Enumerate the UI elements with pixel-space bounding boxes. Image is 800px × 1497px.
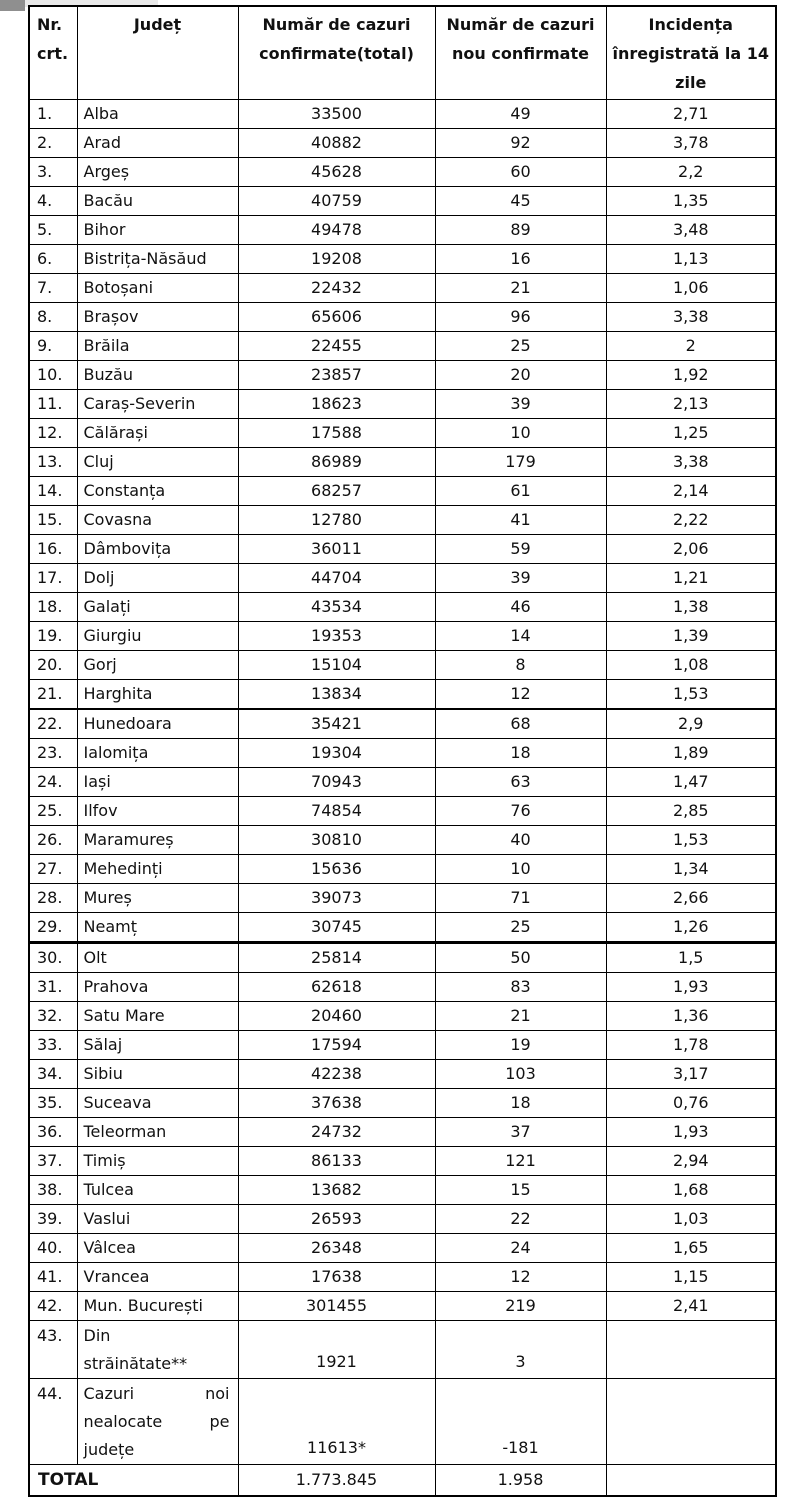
table-row xyxy=(29,1089,776,1118)
county-name-cell xyxy=(77,1379,238,1465)
row-number-cell: 41. xyxy=(29,1263,77,1292)
county-name-cell: Sibiu xyxy=(77,1060,238,1089)
incidence-cell: 1,26 xyxy=(606,913,776,943)
table-row xyxy=(29,1031,776,1060)
county-name-cell: Buzău xyxy=(77,361,238,390)
county-name-cell: Bistrița-Năsăud xyxy=(77,245,238,274)
row-number-cell: 43. xyxy=(29,1321,77,1379)
table-row xyxy=(29,651,776,680)
incidence-cell: 2,41 xyxy=(606,1292,776,1321)
new-cases-cell: 60 xyxy=(435,158,606,187)
header-cazuri-total: Număr de cazuri confirmate(total) xyxy=(238,6,435,100)
new-cases-cell: 24 xyxy=(435,1234,606,1263)
confirmed-total-cell: 39073 xyxy=(238,884,435,913)
confirmed-total-cell: 19304 xyxy=(238,739,435,768)
row-number-cell: 4. xyxy=(29,187,77,216)
confirmed-total-cell: 17588 xyxy=(238,419,435,448)
table-row xyxy=(29,1176,776,1205)
row-number-cell: 34. xyxy=(29,1060,77,1089)
new-cases-cell: 19 xyxy=(435,1031,606,1060)
new-cases-cell: 10 xyxy=(435,855,606,884)
table-row xyxy=(29,245,776,274)
new-cases-cell: 3 xyxy=(435,1321,606,1379)
new-cases-cell: 20 xyxy=(435,361,606,390)
row-number-cell: 10. xyxy=(29,361,77,390)
row-number-cell: 28. xyxy=(29,884,77,913)
incidence-cell: 1,92 xyxy=(606,361,776,390)
county-name-cell: Suceava xyxy=(77,1089,238,1118)
confirmed-total-cell: 23857 xyxy=(238,361,435,390)
incidence-cell: 1,38 xyxy=(606,593,776,622)
new-cases-cell: 61 xyxy=(435,477,606,506)
table-row xyxy=(29,1118,776,1147)
table-row xyxy=(29,593,776,622)
row-number-cell: 37. xyxy=(29,1147,77,1176)
incidence-cell: 2,13 xyxy=(606,390,776,419)
county-name-cell: Cluj xyxy=(77,448,238,477)
incidence-cell: 1,68 xyxy=(606,1176,776,1205)
confirmed-total-cell: 65606 xyxy=(238,303,435,332)
new-cases-cell: 12 xyxy=(435,680,606,710)
county-name-cell: Iași xyxy=(77,768,238,797)
county-name-cell: Bacău xyxy=(77,187,238,216)
county-name-cell: Covasna xyxy=(77,506,238,535)
table-row xyxy=(29,943,776,973)
confirmed-total-cell: 1921 xyxy=(238,1321,435,1379)
incidence-cell: 1,78 xyxy=(606,1031,776,1060)
table-row xyxy=(29,1002,776,1031)
row-number-cell: 16. xyxy=(29,535,77,564)
new-cases-cell: 179 xyxy=(435,448,606,477)
header-row xyxy=(29,6,776,100)
new-cases-cell: 10 xyxy=(435,419,606,448)
confirmed-total-cell: 62618 xyxy=(238,973,435,1002)
new-cases-cell: 63 xyxy=(435,768,606,797)
table-row xyxy=(29,768,776,797)
row-number-cell: 32. xyxy=(29,1002,77,1031)
confirmed-total-cell: 49478 xyxy=(238,216,435,245)
new-cases-cell: 68 xyxy=(435,709,606,739)
table-row xyxy=(29,1205,776,1234)
incidence-cell: 1,06 xyxy=(606,274,776,303)
new-cases-cell: 219 xyxy=(435,1292,606,1321)
county-name-line xyxy=(84,1408,230,1436)
table-row xyxy=(29,709,776,739)
new-cases-cell: 76 xyxy=(435,797,606,826)
row-number-cell: 31. xyxy=(29,973,77,1002)
row-number-cell: 24. xyxy=(29,768,77,797)
county-name-cell: Harghita xyxy=(77,680,238,710)
table-row xyxy=(29,448,776,477)
table-row xyxy=(29,1379,776,1465)
table-row xyxy=(29,884,776,913)
table-row xyxy=(29,564,776,593)
table-row xyxy=(29,1060,776,1089)
county-name-word: Din xyxy=(83,1326,111,1345)
county-name-word: străinătate** xyxy=(83,1354,188,1373)
row-number-cell: 3. xyxy=(29,158,77,187)
table-row xyxy=(29,216,776,245)
county-name-word: noi xyxy=(205,1384,230,1403)
county-name-line xyxy=(84,1350,230,1378)
row-number-cell: 13. xyxy=(29,448,77,477)
incidence-cell: 3,38 xyxy=(606,448,776,477)
county-name-cell: Timiș xyxy=(77,1147,238,1176)
new-cases-cell: 8 xyxy=(435,651,606,680)
new-cases-cell: 25 xyxy=(435,332,606,361)
table-row xyxy=(29,274,776,303)
total-new-cases-value: 1.958 xyxy=(435,1465,606,1497)
county-name-cell: Călărași xyxy=(77,419,238,448)
row-number-cell: 9. xyxy=(29,332,77,361)
county-name-word: Cazuri xyxy=(83,1384,135,1403)
confirmed-total-cell: 35421 xyxy=(238,709,435,739)
new-cases-cell: 46 xyxy=(435,593,606,622)
confirmed-total-cell: 26593 xyxy=(238,1205,435,1234)
total-label: TOTAL xyxy=(29,1465,238,1497)
incidence-cell: 2,66 xyxy=(606,884,776,913)
new-cases-cell: 25 xyxy=(435,913,606,943)
confirmed-total-cell: 86133 xyxy=(238,1147,435,1176)
incidence-cell: 2,14 xyxy=(606,477,776,506)
row-number-cell: 26. xyxy=(29,826,77,855)
confirmed-total-cell: 22455 xyxy=(238,332,435,361)
table-row xyxy=(29,477,776,506)
row-number-cell: 36. xyxy=(29,1118,77,1147)
county-name-cell: Giurgiu xyxy=(77,622,238,651)
total-incidence-value xyxy=(606,1465,776,1497)
header-incidenta: Incidența înregistrată la 14 zile xyxy=(606,6,776,100)
new-cases-cell: 21 xyxy=(435,1002,606,1031)
county-name-cell: Gorj xyxy=(77,651,238,680)
row-number-cell: 35. xyxy=(29,1089,77,1118)
confirmed-total-cell: 12780 xyxy=(238,506,435,535)
table-row xyxy=(29,187,776,216)
incidence-cell: 1,08 xyxy=(606,651,776,680)
row-number-cell: 30. xyxy=(29,943,77,973)
row-number-cell: 14. xyxy=(29,477,77,506)
incidence-cell: 1,65 xyxy=(606,1234,776,1263)
row-number-cell: 15. xyxy=(29,506,77,535)
new-cases-cell: 59 xyxy=(435,535,606,564)
confirmed-total-cell: 19353 xyxy=(238,622,435,651)
incidence-cell: 2,85 xyxy=(606,797,776,826)
county-name-cell: Tulcea xyxy=(77,1176,238,1205)
row-number-cell: 25. xyxy=(29,797,77,826)
row-number-cell: 40. xyxy=(29,1234,77,1263)
row-number-cell: 6. xyxy=(29,245,77,274)
incidence-cell: 1,93 xyxy=(606,1118,776,1147)
incidence-cell: 0,76 xyxy=(606,1089,776,1118)
table-row xyxy=(29,100,776,129)
new-cases-cell: 92 xyxy=(435,129,606,158)
row-number-cell: 7. xyxy=(29,274,77,303)
new-cases-cell: 50 xyxy=(435,943,606,973)
confirmed-total-cell: 40882 xyxy=(238,129,435,158)
county-name-cell: Neamț xyxy=(77,913,238,943)
county-name-cell: Bihor xyxy=(77,216,238,245)
table-row xyxy=(29,332,776,361)
county-name-cell: Brăila xyxy=(77,332,238,361)
confirmed-total-cell: 25814 xyxy=(238,943,435,973)
header-cazuri-noi: Număr de cazuri nou confirmate xyxy=(435,6,606,100)
new-cases-cell: 96 xyxy=(435,303,606,332)
confirmed-total-cell: 15636 xyxy=(238,855,435,884)
new-cases-cell: 71 xyxy=(435,884,606,913)
new-cases-cell: 21 xyxy=(435,274,606,303)
confirmed-total-cell: 13682 xyxy=(238,1176,435,1205)
table-row xyxy=(29,855,776,884)
row-number-cell: 17. xyxy=(29,564,77,593)
confirmed-total-cell: 24732 xyxy=(238,1118,435,1147)
county-name-cell: Teleorman xyxy=(77,1118,238,1147)
table-row xyxy=(29,826,776,855)
incidence-cell: 1,39 xyxy=(606,622,776,651)
county-name-cell: Vrancea xyxy=(77,1263,238,1292)
total-row xyxy=(29,1465,776,1497)
row-number-cell: 22. xyxy=(29,709,77,739)
county-name-cell xyxy=(77,1321,238,1379)
incidence-cell: 1,53 xyxy=(606,680,776,710)
new-cases-cell: 18 xyxy=(435,739,606,768)
table-row xyxy=(29,913,776,943)
confirmed-total-cell: 37638 xyxy=(238,1089,435,1118)
incidence-cell: 1,15 xyxy=(606,1263,776,1292)
incidence-cell: 1,47 xyxy=(606,768,776,797)
county-name-cell: Mehedinți xyxy=(77,855,238,884)
header-nr-crt: Nr. crt. xyxy=(29,6,77,100)
county-name-cell: Dolj xyxy=(77,564,238,593)
confirmed-total-cell: 17638 xyxy=(238,1263,435,1292)
county-name-word: pe xyxy=(209,1412,230,1431)
row-number-cell: 20. xyxy=(29,651,77,680)
table-row xyxy=(29,1263,776,1292)
confirmed-total-cell: 19208 xyxy=(238,245,435,274)
new-cases-cell: 41 xyxy=(435,506,606,535)
new-cases-cell: 83 xyxy=(435,973,606,1002)
table-row xyxy=(29,535,776,564)
confirmed-total-cell: 43534 xyxy=(238,593,435,622)
row-number-cell: 2. xyxy=(29,129,77,158)
new-cases-cell: 103 xyxy=(435,1060,606,1089)
county-name-word: nealocate xyxy=(83,1412,163,1431)
incidence-cell: 2,22 xyxy=(606,506,776,535)
confirmed-total-cell: 13834 xyxy=(238,680,435,710)
incidence-cell xyxy=(606,1379,776,1465)
county-name-cell: Galați xyxy=(77,593,238,622)
table-body xyxy=(29,100,776,1465)
incidence-cell: 1,93 xyxy=(606,973,776,1002)
table-row xyxy=(29,680,776,710)
new-cases-cell: 89 xyxy=(435,216,606,245)
row-number-cell: 29. xyxy=(29,913,77,943)
row-number-cell: 21. xyxy=(29,680,77,710)
county-name-cell: Brașov xyxy=(77,303,238,332)
table-row xyxy=(29,419,776,448)
county-name-cell: Ialomița xyxy=(77,739,238,768)
new-cases-cell: 49 xyxy=(435,100,606,129)
row-number-cell: 12. xyxy=(29,419,77,448)
confirmed-total-cell: 86989 xyxy=(238,448,435,477)
row-number-cell: 5. xyxy=(29,216,77,245)
new-cases-cell: 39 xyxy=(435,390,606,419)
confirmed-total-cell: 70943 xyxy=(238,768,435,797)
new-cases-cell: 15 xyxy=(435,1176,606,1205)
new-cases-cell: 18 xyxy=(435,1089,606,1118)
confirmed-total-cell: 18623 xyxy=(238,390,435,419)
incidence-cell: 1,35 xyxy=(606,187,776,216)
table-row xyxy=(29,797,776,826)
county-name-cell: Dâmbovița xyxy=(77,535,238,564)
table-row xyxy=(29,1234,776,1263)
county-name-line xyxy=(84,1380,230,1408)
row-number-cell: 11. xyxy=(29,390,77,419)
incidence-cell: 1,03 xyxy=(606,1205,776,1234)
county-name-line xyxy=(84,1436,230,1464)
table-row xyxy=(29,129,776,158)
row-number-cell: 33. xyxy=(29,1031,77,1060)
confirmed-total-cell: 30745 xyxy=(238,913,435,943)
incidence-cell: 2,2 xyxy=(606,158,776,187)
incidence-cell: 2 xyxy=(606,332,776,361)
incidence-cell: 3,17 xyxy=(606,1060,776,1089)
county-name-cell: Mureș xyxy=(77,884,238,913)
confirmed-total-cell: 20460 xyxy=(238,1002,435,1031)
confirmed-total-cell: 42238 xyxy=(238,1060,435,1089)
row-number-cell: 18. xyxy=(29,593,77,622)
table-row xyxy=(29,506,776,535)
table-footer xyxy=(29,1465,776,1497)
incidence-cell: 1,25 xyxy=(606,419,776,448)
county-name-cell: Botoșani xyxy=(77,274,238,303)
county-name-cell: Caraș-Severin xyxy=(77,390,238,419)
header-judet: Județ xyxy=(77,6,238,100)
table-header xyxy=(29,6,776,100)
incidence-cell: 1,5 xyxy=(606,943,776,973)
confirmed-total-cell: 33500 xyxy=(238,100,435,129)
row-number-cell: 44. xyxy=(29,1379,77,1465)
new-cases-cell: 37 xyxy=(435,1118,606,1147)
row-number-cell: 27. xyxy=(29,855,77,884)
confirmed-total-cell: 30810 xyxy=(238,826,435,855)
new-cases-cell: 12 xyxy=(435,1263,606,1292)
county-name-word: județe xyxy=(83,1440,135,1459)
county-name-cell: Ilfov xyxy=(77,797,238,826)
confirmed-total-cell: 74854 xyxy=(238,797,435,826)
row-number-cell: 8. xyxy=(29,303,77,332)
county-name-cell: Hunedoara xyxy=(77,709,238,739)
new-cases-cell: 16 xyxy=(435,245,606,274)
incidence-cell xyxy=(606,1321,776,1379)
county-name-line xyxy=(84,1322,230,1350)
incidence-cell: 2,94 xyxy=(606,1147,776,1176)
confirmed-total-cell: 40759 xyxy=(238,187,435,216)
table-row xyxy=(29,390,776,419)
table-row xyxy=(29,622,776,651)
new-cases-cell: -181 xyxy=(435,1379,606,1465)
table-row xyxy=(29,739,776,768)
county-name-cell: Vâlcea xyxy=(77,1234,238,1263)
county-name-cell: Arad xyxy=(77,129,238,158)
county-name-cell: Satu Mare xyxy=(77,1002,238,1031)
row-number-cell: 42. xyxy=(29,1292,77,1321)
incidence-cell: 1,13 xyxy=(606,245,776,274)
county-name-cell: Alba xyxy=(77,100,238,129)
incidence-cell: 2,06 xyxy=(606,535,776,564)
incidence-cell: 2,71 xyxy=(606,100,776,129)
incidence-cell: 1,21 xyxy=(606,564,776,593)
confirmed-total-cell: 17594 xyxy=(238,1031,435,1060)
incidence-cell: 1,34 xyxy=(606,855,776,884)
incidence-cell: 1,36 xyxy=(606,1002,776,1031)
table-row xyxy=(29,1147,776,1176)
confirmed-total-cell: 36011 xyxy=(238,535,435,564)
county-name-cell: Prahova xyxy=(77,973,238,1002)
confirmed-total-cell: 26348 xyxy=(238,1234,435,1263)
row-number-cell: 38. xyxy=(29,1176,77,1205)
covid-cases-table xyxy=(28,5,777,1497)
table-row xyxy=(29,1292,776,1321)
new-cases-cell: 22 xyxy=(435,1205,606,1234)
county-name-cell: Constanța xyxy=(77,477,238,506)
confirmed-total-cell: 68257 xyxy=(238,477,435,506)
incidence-cell: 3,78 xyxy=(606,129,776,158)
incidence-cell: 2,9 xyxy=(606,709,776,739)
row-number-cell: 39. xyxy=(29,1205,77,1234)
table-row xyxy=(29,973,776,1002)
new-cases-cell: 45 xyxy=(435,187,606,216)
confirmed-total-cell: 22432 xyxy=(238,274,435,303)
county-name-cell: Vaslui xyxy=(77,1205,238,1234)
county-name-cell: Sălaj xyxy=(77,1031,238,1060)
county-name-cell: Maramureș xyxy=(77,826,238,855)
table-row xyxy=(29,1321,776,1379)
confirmed-total-cell: 15104 xyxy=(238,651,435,680)
table-row xyxy=(29,303,776,332)
table-row xyxy=(29,361,776,390)
county-name-cell: Mun. București xyxy=(77,1292,238,1321)
confirmed-total-cell: 301455 xyxy=(238,1292,435,1321)
incidence-cell: 1,89 xyxy=(606,739,776,768)
confirmed-total-cell: 44704 xyxy=(238,564,435,593)
confirmed-total-cell: 45628 xyxy=(238,158,435,187)
new-cases-cell: 121 xyxy=(435,1147,606,1176)
incidence-cell: 3,48 xyxy=(606,216,776,245)
total-cases-value: 1.773.845 xyxy=(238,1465,435,1497)
confirmed-total-cell: 11613* xyxy=(238,1379,435,1465)
new-cases-cell: 14 xyxy=(435,622,606,651)
row-number-cell: 19. xyxy=(29,622,77,651)
screenshot-corner-artifact xyxy=(0,0,25,11)
row-number-cell: 1. xyxy=(29,100,77,129)
incidence-cell: 3,38 xyxy=(606,303,776,332)
county-name-cell: Argeș xyxy=(77,158,238,187)
row-number-cell: 23. xyxy=(29,739,77,768)
incidence-cell: 1,53 xyxy=(606,826,776,855)
county-name-cell: Olt xyxy=(77,943,238,973)
new-cases-cell: 39 xyxy=(435,564,606,593)
table-row xyxy=(29,158,776,187)
new-cases-cell: 40 xyxy=(435,826,606,855)
